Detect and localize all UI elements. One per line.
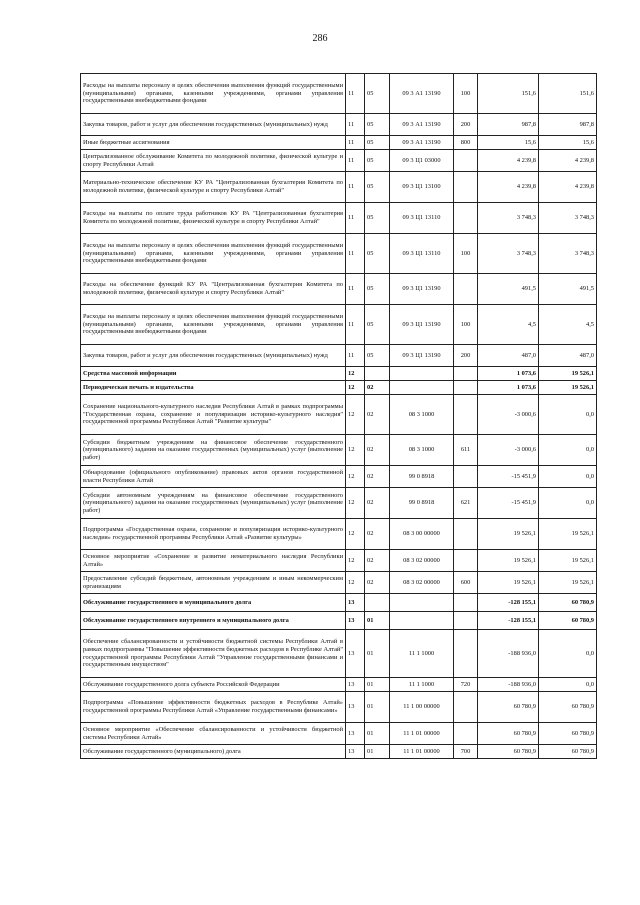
expense-type-cell <box>454 395 478 435</box>
amount-total-cell: 4 239,8 <box>539 150 597 172</box>
section-cell: 12 <box>346 466 365 488</box>
subsection-cell: 01 <box>365 630 390 678</box>
section-cell: 13 <box>346 723 365 745</box>
amount-change-cell: -3 000,6 <box>478 395 539 435</box>
subsection-cell: 01 <box>365 612 390 630</box>
target-article-cell: 09 3 А1 13190 <box>390 136 454 150</box>
target-article-cell: 08 3 00 00000 <box>390 519 454 550</box>
amount-change-cell: 1 073,6 <box>478 367 539 381</box>
amount-change-cell: 19 526,1 <box>478 550 539 572</box>
amount-change-cell: 487,0 <box>478 345 539 367</box>
subsection-cell: 02 <box>365 395 390 435</box>
section-cell: 11 <box>346 114 365 136</box>
amount-change-cell: 3 748,3 <box>478 234 539 274</box>
row-name-cell: Расходы на выплаты персоналу в целях обеспечения выполнения функций государственными (муниципальными) органами, казенными учреждениями, органами управления государственными внебюджетными фондами <box>81 234 346 274</box>
section-cell: 11 <box>346 345 365 367</box>
subsection-cell: 02 <box>365 381 390 395</box>
target-article-cell: 11 1 1000 <box>390 678 454 692</box>
row-name-cell: Обслуживание государственного (муниципального) долга <box>81 745 346 759</box>
table-row <box>81 594 597 612</box>
section-cell: 13 <box>346 612 365 630</box>
section-cell: 13 <box>346 678 365 692</box>
subsection-cell: 05 <box>365 234 390 274</box>
amount-change-cell: 19 526,1 <box>478 519 539 550</box>
subsection-cell: 01 <box>365 692 390 723</box>
amount-total-cell: 19 526,1 <box>539 519 597 550</box>
amount-total-cell: 60 780,9 <box>539 594 597 612</box>
amount-change-cell: -188 936,0 <box>478 678 539 692</box>
amount-change-cell: 987,8 <box>478 114 539 136</box>
expense-type-cell <box>454 550 478 572</box>
section-cell: 12 <box>346 395 365 435</box>
row-name-cell: Основное мероприятие «Обеспечение сбалансированности и устойчивости бюджетной системы Республики Алтай» <box>81 723 346 745</box>
subsection-cell: 02 <box>365 488 390 519</box>
expense-type-cell: 100 <box>454 74 478 114</box>
section-cell: 12 <box>346 488 365 519</box>
amount-total-cell: 4 239,8 <box>539 172 597 203</box>
row-name-cell: Закупка товаров, работ и услуг для обеспечения государственных (муниципальных) нужд <box>81 345 346 367</box>
row-name-cell: Обслуживание государственного внутреннего и муниципального долга <box>81 612 346 630</box>
expense-type-cell <box>454 466 478 488</box>
amount-total-cell: 15,6 <box>539 136 597 150</box>
row-name-cell: Расходы на выплаты персоналу в целях обеспечения выполнения функций государственными (муниципальными) органами, казенными учреждениями, органами управления государственными внебюджетными фондами <box>81 74 346 114</box>
target-article-cell: 09 3 А1 13190 <box>390 114 454 136</box>
subsection-cell: 05 <box>365 74 390 114</box>
target-article-cell: 09 3 Ц1 13100 <box>390 172 454 203</box>
section-cell: 12 <box>346 519 365 550</box>
target-article-cell <box>390 612 454 630</box>
expense-type-cell: 200 <box>454 345 478 367</box>
row-name-cell: Расходы на выплаты по оплате труда работников КУ РА "Централизованная бухгалтерия Комитета по молодежной политике, физической культуре и спорту Республики Алтай" <box>81 203 346 234</box>
amount-total-cell: 0,0 <box>539 395 597 435</box>
expense-type-cell: 621 <box>454 488 478 519</box>
subsection-cell: 01 <box>365 723 390 745</box>
subsection-cell: 02 <box>365 466 390 488</box>
amount-total-cell: 60 780,9 <box>539 745 597 759</box>
section-cell: 13 <box>346 692 365 723</box>
row-name-cell: Иные бюджетные ассигнования <box>81 136 346 150</box>
expense-type-cell <box>454 630 478 678</box>
table-row <box>81 488 597 519</box>
amount-change-cell: 1 073,6 <box>478 381 539 395</box>
subsection-cell: 02 <box>365 519 390 550</box>
expense-type-cell: 720 <box>454 678 478 692</box>
table-row <box>81 114 597 136</box>
table-row <box>81 630 597 678</box>
expense-type-cell: 600 <box>454 572 478 594</box>
table-row <box>81 274 597 305</box>
expense-type-cell <box>454 612 478 630</box>
section-cell: 12 <box>346 381 365 395</box>
table-body <box>81 74 597 759</box>
expense-type-cell: 200 <box>454 114 478 136</box>
target-article-cell: 08 3 02 00000 <box>390 550 454 572</box>
target-article-cell: 09 3 А1 13190 <box>390 74 454 114</box>
amount-total-cell: 60 780,9 <box>539 723 597 745</box>
section-cell: 11 <box>346 136 365 150</box>
target-article-cell: 11 1 00 00000 <box>390 692 454 723</box>
budget-table <box>80 73 597 759</box>
table-row <box>81 678 597 692</box>
amount-total-cell: 0,0 <box>539 630 597 678</box>
target-article-cell: 99 0 8918 <box>390 488 454 519</box>
amount-change-cell: 19 526,1 <box>478 572 539 594</box>
amount-total-cell: 491,5 <box>539 274 597 305</box>
target-article-cell: 11 1 01 00000 <box>390 723 454 745</box>
section-cell: 11 <box>346 172 365 203</box>
table-row <box>81 150 597 172</box>
row-name-cell: Обслуживание государственного и муниципального долга <box>81 594 346 612</box>
table-row <box>81 550 597 572</box>
amount-change-cell: 4,5 <box>478 305 539 345</box>
target-article-cell: 11 1 01 00000 <box>390 745 454 759</box>
subsection-cell: 05 <box>365 203 390 234</box>
amount-change-cell: -128 155,1 <box>478 594 539 612</box>
amount-change-cell: 4 239,8 <box>478 150 539 172</box>
table-row <box>81 572 597 594</box>
table-row <box>81 745 597 759</box>
subsection-cell: 05 <box>365 150 390 172</box>
amount-total-cell: 19 526,1 <box>539 381 597 395</box>
subsection-cell: 05 <box>365 345 390 367</box>
row-name-cell: Основное мероприятие «Сохранение и развитие нематериального наследия Республики Алтай» <box>81 550 346 572</box>
amount-total-cell: 60 780,9 <box>539 612 597 630</box>
page-number: 286 <box>312 33 328 44</box>
expense-type-cell <box>454 367 478 381</box>
target-article-cell: 08 3 1000 <box>390 395 454 435</box>
subsection-cell: 05 <box>365 305 390 345</box>
row-name-cell: Подпрограмма «Повышение эффективности бюджетных расходов в Республике Алтай» государственной программы Республики Алтай «Управление государственными финансами» <box>81 692 346 723</box>
section-cell: 12 <box>346 367 365 381</box>
amount-change-cell: 151,6 <box>478 74 539 114</box>
subsection-cell: 01 <box>365 678 390 692</box>
amount-change-cell: 15,6 <box>478 136 539 150</box>
target-article-cell: 08 3 02 00000 <box>390 572 454 594</box>
expense-type-cell <box>454 594 478 612</box>
expense-type-cell <box>454 519 478 550</box>
amount-total-cell: 151,6 <box>539 74 597 114</box>
target-article-cell: 09 3 Ц1 13190 <box>390 274 454 305</box>
row-name-cell: Предоставление субсидий бюджетным, автономным учреждениям и иным некоммерческим организациям <box>81 572 346 594</box>
expense-type-cell <box>454 723 478 745</box>
table-row <box>81 519 597 550</box>
expense-type-cell <box>454 381 478 395</box>
row-name-cell: Сохранение национального-культурного наследия Республики Алтай в рамках подпрограммы "Государственная охрана, сохранение и популяризация историко-культурного наследия" государственной программы Республики Алтай "Развитие культуры" <box>81 395 346 435</box>
section-cell: 13 <box>346 630 365 678</box>
row-name-cell: Расходы на обеспечение функций КУ РА "Централизованная бухгалтерия Комитета по молодежной политике, физической культуре и спорту Республики Алтай" <box>81 274 346 305</box>
amount-change-cell: 3 748,3 <box>478 203 539 234</box>
row-name-cell: Обеспечение сбалансированности и устойчивости бюджетной системы Республики Алтай в рамках подпрограммы "Повышение эффективности бюджетных расходов в Республике Алтай" государственной программы Республики Алтай "Управление государственными финансами и государственным имуществом" <box>81 630 346 678</box>
subsection-cell: 02 <box>365 435 390 466</box>
table-row <box>81 136 597 150</box>
amount-total-cell: 4,5 <box>539 305 597 345</box>
expense-type-cell: 100 <box>454 234 478 274</box>
row-name-cell: Закупка товаров, работ и услуг для обеспечения государственных (муниципальных) нужд <box>81 114 346 136</box>
table-row <box>81 305 597 345</box>
expense-type-cell <box>454 172 478 203</box>
section-cell: 11 <box>346 74 365 114</box>
target-article-cell <box>390 594 454 612</box>
row-name-cell: Обнародование (официального опубликование) правовых актов органов государственной власти Республики Алтай <box>81 466 346 488</box>
amount-total-cell: 60 780,9 <box>539 692 597 723</box>
row-name-cell: Централизованное обслуживание Комитета по молодежной политике, физической культуре и спорту Республики Алтай <box>81 150 346 172</box>
amount-total-cell: 987,8 <box>539 114 597 136</box>
table-row <box>81 466 597 488</box>
section-cell: 11 <box>346 305 365 345</box>
table-row <box>81 345 597 367</box>
amount-change-cell: 60 780,9 <box>478 723 539 745</box>
amount-total-cell: 0,0 <box>539 466 597 488</box>
target-article-cell: 09 3 Ц1 13110 <box>390 203 454 234</box>
subsection-cell: 01 <box>365 745 390 759</box>
section-cell: 11 <box>346 150 365 172</box>
target-article-cell: 11 1 1000 <box>390 630 454 678</box>
target-article-cell: 09 3 Ц1 13190 <box>390 305 454 345</box>
section-cell: 11 <box>346 234 365 274</box>
subsection-cell: 05 <box>365 172 390 203</box>
amount-change-cell: -128 155,1 <box>478 612 539 630</box>
row-name-cell: Обслуживание государственного долга субъекта Российской Федерации <box>81 678 346 692</box>
amount-total-cell: 3 748,3 <box>539 203 597 234</box>
row-name-cell: Субсидии автономным учреждениям на финансовое обеспечение государственного (муниципального) задания на оказание государственных (муниципальных) услуг (выполнение работ) <box>81 488 346 519</box>
section-cell: 13 <box>346 745 365 759</box>
table-row <box>81 692 597 723</box>
row-name-cell: Периодическая печать и издательства <box>81 381 346 395</box>
amount-total-cell: 19 526,1 <box>539 572 597 594</box>
amount-change-cell: -3 000,6 <box>478 435 539 466</box>
amount-change-cell: -15 451,9 <box>478 466 539 488</box>
subsection-cell <box>365 367 390 381</box>
expense-type-cell: 100 <box>454 305 478 345</box>
expense-type-cell <box>454 203 478 234</box>
row-name-cell: Средства массовой информации <box>81 367 346 381</box>
expense-type-cell <box>454 274 478 305</box>
subsection-cell: 05 <box>365 114 390 136</box>
expense-type-cell <box>454 150 478 172</box>
subsection-cell: 05 <box>365 274 390 305</box>
row-name-cell: Субсидии бюджетным учреждениям на финансовое обеспечение государственного (муниципального) задания на оказание государственных (муниципальных) услуг (выполнение работ) <box>81 435 346 466</box>
table-row <box>81 723 597 745</box>
target-article-cell: 99 0 8918 <box>390 466 454 488</box>
amount-change-cell: 60 780,9 <box>478 692 539 723</box>
table-row <box>81 172 597 203</box>
section-cell: 12 <box>346 550 365 572</box>
amount-total-cell: 0,0 <box>539 678 597 692</box>
table-row <box>81 74 597 114</box>
expense-type-cell: 700 <box>454 745 478 759</box>
expense-type-cell: 800 <box>454 136 478 150</box>
subsection-cell: 05 <box>365 136 390 150</box>
expense-type-cell: 611 <box>454 435 478 466</box>
row-name-cell: Материально-техническое обеспечение КУ РА "Централизованная бухгалтерия Комитета по молодежной политике, физической культуре и спорту Республики Алтай" <box>81 172 346 203</box>
subsection-cell: 02 <box>365 550 390 572</box>
section-cell: 12 <box>346 572 365 594</box>
amount-change-cell: 491,5 <box>478 274 539 305</box>
target-article-cell: 09 3 Ц1 13110 <box>390 234 454 274</box>
target-article-cell: 09 3 Ц1 03000 <box>390 150 454 172</box>
table-row <box>81 234 597 274</box>
amount-change-cell: -15 451,9 <box>478 488 539 519</box>
target-article-cell: 09 3 Ц1 13190 <box>390 345 454 367</box>
section-cell: 12 <box>346 435 365 466</box>
amount-total-cell: 3 748,3 <box>539 234 597 274</box>
amount-change-cell: -188 936,0 <box>478 630 539 678</box>
target-article-cell <box>390 367 454 381</box>
amount-change-cell: 4 239,8 <box>478 172 539 203</box>
amount-change-cell: 60 780,9 <box>478 745 539 759</box>
table-row <box>81 612 597 630</box>
table-row <box>81 395 597 435</box>
amount-total-cell: 0,0 <box>539 435 597 466</box>
row-name-cell: Подпрограмма «Государственная охрана, сохранение и популяризация историко-культурного наследия» государственной программы Республики Алтай «Развитие культуры» <box>81 519 346 550</box>
section-cell: 13 <box>346 594 365 612</box>
expense-type-cell <box>454 692 478 723</box>
subsection-cell <box>365 594 390 612</box>
table-row <box>81 367 597 381</box>
table-row <box>81 435 597 466</box>
subsection-cell: 02 <box>365 572 390 594</box>
table-row <box>81 381 597 395</box>
section-cell: 11 <box>346 274 365 305</box>
amount-total-cell: 0,0 <box>539 488 597 519</box>
section-cell: 11 <box>346 203 365 234</box>
amount-total-cell: 19 526,1 <box>539 550 597 572</box>
target-article-cell <box>390 381 454 395</box>
table-row <box>81 203 597 234</box>
amount-total-cell: 487,0 <box>539 345 597 367</box>
row-name-cell: Расходы на выплаты персоналу в целях обеспечения выполнения функций государственными (муниципальными) органами, казенными учреждениями, органами управления государственными внебюджетными фондами <box>81 305 346 345</box>
amount-total-cell: 19 526,1 <box>539 367 597 381</box>
target-article-cell: 08 3 1000 <box>390 435 454 466</box>
